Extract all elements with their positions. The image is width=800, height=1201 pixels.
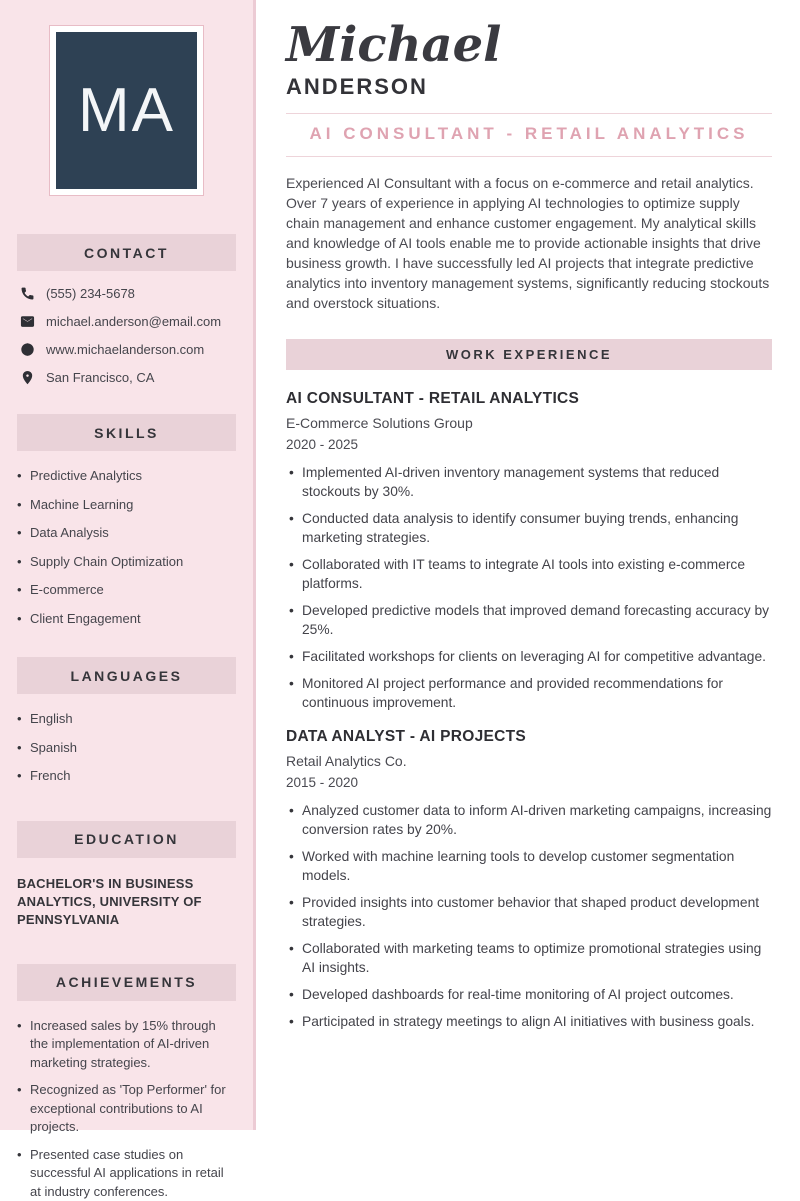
job-bullet: • Collaborated with marketing teams to optimize promotional strategies using AI insights.: [302, 939, 772, 977]
job-company: Retail Analytics Co.: [286, 753, 772, 769]
profile-initials-avatar: [56, 32, 197, 189]
job-bullet: • Developed dashboards for real-time monitoring of AI project outcomes.: [302, 985, 772, 1004]
job-bullet: • Monitored AI project performance and provided recommendations for continuous improvement.: [302, 674, 772, 712]
skill-item: • Machine Learning: [30, 496, 236, 515]
skill-item: • Predictive Analytics: [30, 467, 236, 486]
language-item: • French: [30, 767, 236, 786]
job-bullet: • Facilitated workshops for clients on leveraging AI for competitive advantage.: [302, 647, 772, 666]
achievement-item: • Presented case studies on successful AI applications in retail at industry conferences.: [30, 1146, 236, 1201]
education-degree: BACHELOR'S IN BUSINESS ANALYTICS, UNIVERSITY OF PENNSYLVANIA: [17, 875, 236, 929]
mail-icon: [20, 314, 35, 329]
job-entry: [286, 728, 772, 1031]
achievements-list: [30, 1017, 236, 1201]
job-title: DATA ANALYST - AI PROJECTS: [286, 728, 772, 746]
language-item: • Spanish: [30, 739, 236, 758]
languages-section-heading: LANGUAGES: [17, 657, 236, 694]
job-dates: 2020 - 2025: [286, 437, 772, 452]
last-name: ANDERSON: [286, 74, 772, 100]
contact-email-text: michael.anderson@email.com: [46, 314, 221, 329]
skills-section-heading: SKILLS: [17, 414, 236, 451]
phone-icon: [20, 286, 35, 301]
contact-website-text: www.michaelanderson.com: [46, 342, 204, 357]
contact-location: [20, 370, 253, 385]
profile-photo-frame: [49, 25, 204, 196]
job-bullet: • Worked with machine learning tools to develop customer segmentation models.: [302, 847, 772, 885]
skill-item: • Data Analysis: [30, 524, 236, 543]
job-bullet: • Collaborated with IT teams to integrate AI tools into existing e-commerce platforms.: [302, 555, 772, 593]
languages-list: [30, 710, 236, 786]
professional-summary: Experienced AI Consultant with a focus on e-commerce and retail analytics. Over 7 years of experience in applying AI technologies to optimize supply chain management and enhance customer engagement. My analytical skills and knowledge of AI tools enable me to provide actionable insights that drive business growth. I have successfully led AI projects that integrate predictive analytics into inventory management systems, significantly reducing stockouts and overstock situations.: [286, 173, 772, 313]
contact-phone: [20, 286, 253, 301]
work-experience-heading: WORK EXPERIENCE: [286, 339, 772, 370]
globe-icon: [20, 342, 35, 357]
job-bullet: • Provided insights into customer behavior that shaped product development strategies.: [302, 893, 772, 931]
skill-item: • E-commerce: [30, 581, 236, 600]
contact-location-text: San Francisco, CA: [46, 370, 154, 385]
skill-item: • Client Engagement: [30, 610, 236, 629]
job-dates: 2015 - 2020: [286, 775, 772, 790]
skills-list: [30, 467, 236, 628]
achievement-item: • Increased sales by 15% through the implementation of AI-driven marketing strategies.: [30, 1017, 236, 1073]
job-bullet: • Conducted data analysis to identify consumer buying trends, enhancing marketing strategies.: [302, 509, 772, 547]
title-rule-bottom: [286, 156, 772, 157]
job-company: E-Commerce Solutions Group: [286, 415, 772, 431]
job-bullet: • Participated in strategy meetings to align AI initiatives with business goals.: [302, 1012, 772, 1031]
job-bullet-list: [302, 463, 772, 712]
achievements-section-heading: ACHIEVEMENTS: [17, 964, 236, 1001]
initials-text: MA: [78, 75, 175, 146]
contact-phone-text: (555) 234-5678: [46, 286, 135, 301]
first-name: Michael: [286, 18, 772, 73]
resume-title: AI CONSULTANT - RETAIL ANALYTICS: [286, 114, 772, 156]
job-bullet: • Analyzed customer data to inform AI-driven marketing campaigns, increasing conversion rates by 20%.: [302, 801, 772, 839]
language-item: • English: [30, 710, 236, 729]
education-section-heading: EDUCATION: [17, 821, 236, 858]
contact-section-heading: CONTACT: [17, 234, 236, 271]
job-bullet: • Developed predictive models that improved demand forecasting accuracy by 25%.: [302, 601, 772, 639]
job-entry: [286, 390, 772, 712]
achievement-item: • Recognized as 'Top Performer' for exceptional contributions to AI projects.: [30, 1081, 236, 1137]
contact-email[interactable]: [20, 314, 253, 329]
skill-item: • Supply Chain Optimization: [30, 553, 236, 572]
sidebar: [0, 0, 256, 1130]
contact-list: [20, 286, 253, 385]
main-column: [256, 0, 800, 1130]
job-bullet: • Implemented AI-driven inventory management systems that reduced stockouts by 30%.: [302, 463, 772, 501]
contact-website[interactable]: [20, 342, 253, 357]
job-title: AI CONSULTANT - RETAIL ANALYTICS: [286, 390, 772, 408]
job-bullet-list: [302, 801, 772, 1031]
location-icon: [20, 370, 35, 385]
